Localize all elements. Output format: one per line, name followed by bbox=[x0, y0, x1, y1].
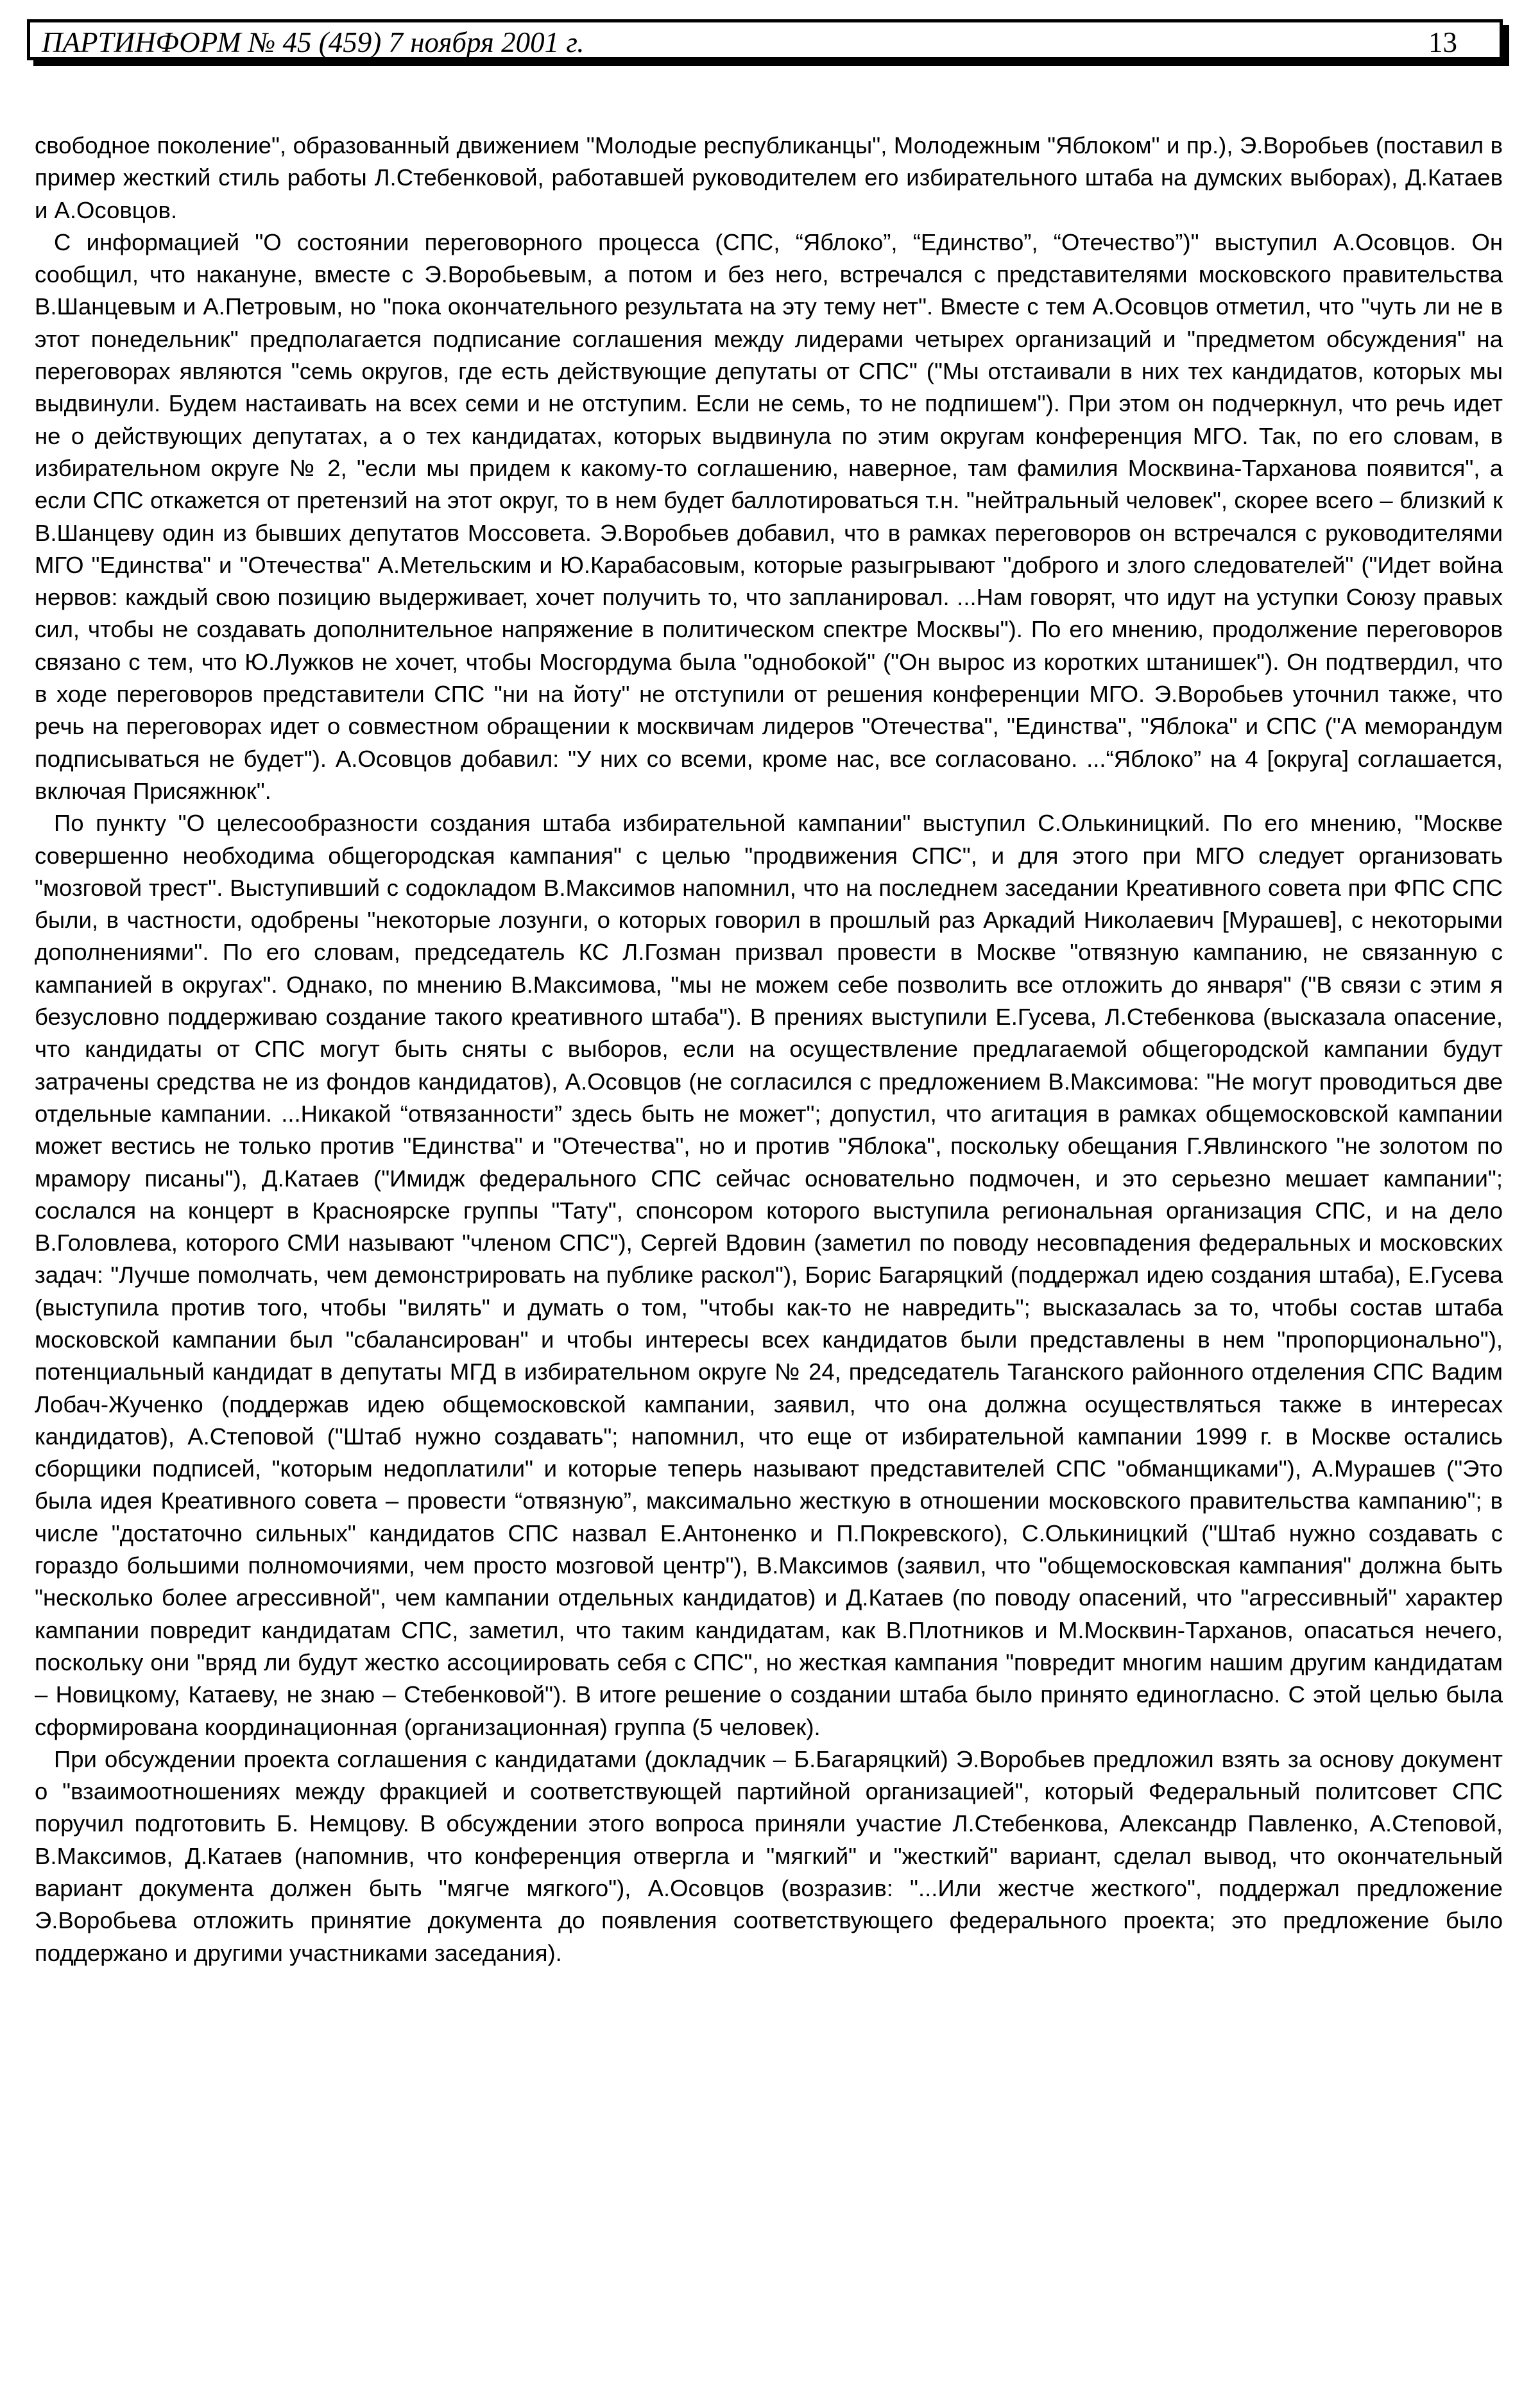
paragraph-2: С информацией "О состоянии переговорного процесса (СПС, “Яблоко”, “Единство”, “Отечество”)" выступил А.Осовцов. Он сообщил, что накануне, вместе с Э.Воробьевым, а потом и без него, встречался с представителями московского правительства В.Шанцевым и А.Петровым, но "пока окончательного результата на эту тему нет". Вместе с тем А.Осовцов отметил, что "чуть ли не в этот понедельник" предполагается подписание соглашения между лидерами четырех организаций и "предметом обсуждения" на переговорах являются "семь округов, где есть действующие депутаты от СПС" ("Мы отстаивали в них тех кандидатов, которых мы выдвинули. Будем настаивать на всех семи и не отступим. Если не семь, то не подпишем"). При этом он подчеркнул, что речь идет не о действующих депутатах, а о тех кандидатах, которых выдвинула по этим округам конференция МГО. Так, по его словам, в избирательном округе № 2, "если мы придем к какому-то соглашению, наверное, там фамилия Москвина-Тарханова появится", а если СПС откажется от претензий на этот округ, то в нем будет баллотироваться т.н. "нейтральный человек", скорее всего – близкий к В.Шанцеву один из бывших депутатов Моссовета. Э.Воробьев добавил, что в рамках переговоров он встречался с руководителями МГО "Единства" и "Отечества" А.Метельским и Ю.Карабасовым, которые разыгрывают "доброго и злого следователей" ("Идет война нервов: каждый свою позицию выдерживает, хочет получить то, что запланировал. ...Нам говорят, что идут на уступки Союзу правых сил, чтобы не создавать дополнительное напряжение в политическом спектре Москвы"). По его мнению, продолжение переговоров связано с тем, что Ю.Лужков не хочет, чтобы Мосгордума была "однобокой" ("Он вырос из коротких штанишек"). Он подтвердил, что в ходе переговоров представители СПС "ни на йоту" не отступили от решения конференции МГО. Э.Воробьев уточнил также, что речь на переговорах идет о совместном обращении к москвичам лидеров "Отечества", "Единства", "Яблока" и СПС ("А меморандум подписываться не будет"). А.Осовцов добавил: "У них со всеми, кроме нас, все согласовано. ...“Яблоко” на 4 [округа] соглашается, включая Присяжнюк". bbox=[35, 228, 1503, 804]
paragraph-3: По пункту "О целесообразности создания штаба избирательной кампании" выступил С.Олькиницкий. По его мнению, "Москве совершенно необходима общегородская кампания" с целью "продвижения СПС", и для этого при МГО следует организовать "мозговой трест". Выступивший с содокладом В.Максимов напомнил, что на последнем заседании Креативного совета при ФПС СПС были, в частности, одобрены "некоторые лозунги, о которых говорил в прошлый раз Аркадий Николаевич [Мурашев], с некоторыми дополнениями". По его словам, председатель КС Л.Гозман призвал провести в Москве "отвязную кампанию, не связанную с кампанией в округах". Однако, по мнению В.Максимова, "мы не можем себе позволить все отложить до января" ("В связи с этим я безусловно поддерживаю создание такого креативного штаба"). В прениях выступили Е.Гусева, Л.Стебенкова (высказала опасение, что кандидаты от СПС могут быть сняты с выборов, если на осуществление предлагаемой общегородской кампании будут затрачены средства не из фондов кандидатов), А.Осовцов (не согласился с предложением В.Максимова: "Не могут проводиться две отдельные кампании. ...Никакой “отвязанности” здесь быть не может"; допустил, что агитация в рамках общемосковской кампании может вестись не только против "Единства" и "Отечества", но и против "Яблока", поскольку обещания Г.Явлинского "не золотом по мрамору писаны"), Д.Катаев ("Имидж федерального СПС сейчас основательно подмочен, и это серьезно мешает кампании"; сослался на концерт в Красноярске группы "Тату", спонсором которого выступила региональная организация СПС, и на дело В.Головлева, которого СМИ называют "членом СПС"), Сергей Вдовин (заметил по поводу несовпадения федеральных и московских задач: "Лучше помолчать, чем демонстрировать на публике раскол"), Борис Багаряцкий (поддержал идею создания штаба), Е.Гусева (выступила против того, чтобы "вилять" и думать о том, "чтобы как-то не навредить"; высказалась за то, чтобы состав штаба московской кампании был "сбалансирован" и чтобы интересы всех кандидатов были представлены в нем "пропорционально"), потенциальный кандидат в депутаты МГД в избирательном округе № 24, председатель Таганского районного отделения СПС Вадим Лобач-Жученко (поддержав идею общемосковской кампании, заявил, что она должна осуществляться также в интересах кандидатов), А.Степовой ("Штаб нужно создавать"; напомнил, что еще от избирательной кампании 1999 г. в Москве остались сборщики подписей, "которым недоплатили" и которые теперь называют представителей СПС "обманщиками"), А.Мурашев ("Это была идея Креативного совета – провести “отвязную”, максимально жесткую в отношении московского правительства кампанию"; в числе "достаточно сильных" кандидатов СПС назвал Е.Антоненко и П.Покревского), С.Олькиницкий ("Штаб нужно создавать с гораздо большими полномочиями, чем просто мозговой центр"), В.Максимов (заявил, что "общемосковская кампания" должна быть "несколько более агрессивной", чем кампании отдельных кандидатов) и Д.Катаев (по поводу опасений, что "агрессивный" характер кампании повредит кандидатам СПС, заметил, что таким кандидатам, как В.Плотников и М.Москвин-Тарханов, опасаться нечего, поскольку они "вряд ли будут жестко ассоциировать себя с СПС", но жесткая кампания "повредит многим нашим другим кандидатам – Новицкому, Катаеву, не знаю – Стебенковой"). В итоге решение о создании штаба было принято единогласно. С этой целью была сформирована координационная (организационная) группа (5 человек). bbox=[35, 810, 1503, 1740]
page-header bbox=[27, 19, 1503, 60]
article-body bbox=[35, 130, 1503, 1969]
publication-title: ПАРТИНФОРМ № 45 (459) 7 ноября 2001 г. bbox=[42, 26, 585, 58]
page-number: 13 bbox=[1428, 26, 1457, 58]
paragraph-4: При обсуждении проекта соглашения с кандидатами (докладчик – Б.Багаряцкий) Э.Воробьев предложил взять за основу документ о "взаимоотношениях между фракцией и соответствующей партийной организацией", который Федеральный политсовет СПС поручил подготовить Б. Немцову. В обсуждении этого вопроса приняли участие Л.Стебенкова, Александр Павленко, А.Степовой, В.Максимов, Д.Катаев (напомнив, что конференция отвергла и "мягкий" и "жесткий" вариант, сделал вывод, что окончательный вариант документа должен быть "мягче мягкого"), А.Осовцов (возразив: "...Или жестче жесткого", поддержал предложение Э.Воробьева отложить принятие документа до появления соответствующего федерального проекта; это предложение было поддержано и другими участниками заседания). bbox=[35, 1745, 1503, 1966]
paragraph-1: свободное поколение", образованный движением "Молодые республиканцы", Молодежным "Яблоком" и пр.), Э.Воробьев (поставил в пример жесткий стиль работы Л.Стебенковой, работавшей руководителем его избирательного штаба на думских выборах), Д.Катаев и А.Осовцов. bbox=[35, 132, 1503, 223]
